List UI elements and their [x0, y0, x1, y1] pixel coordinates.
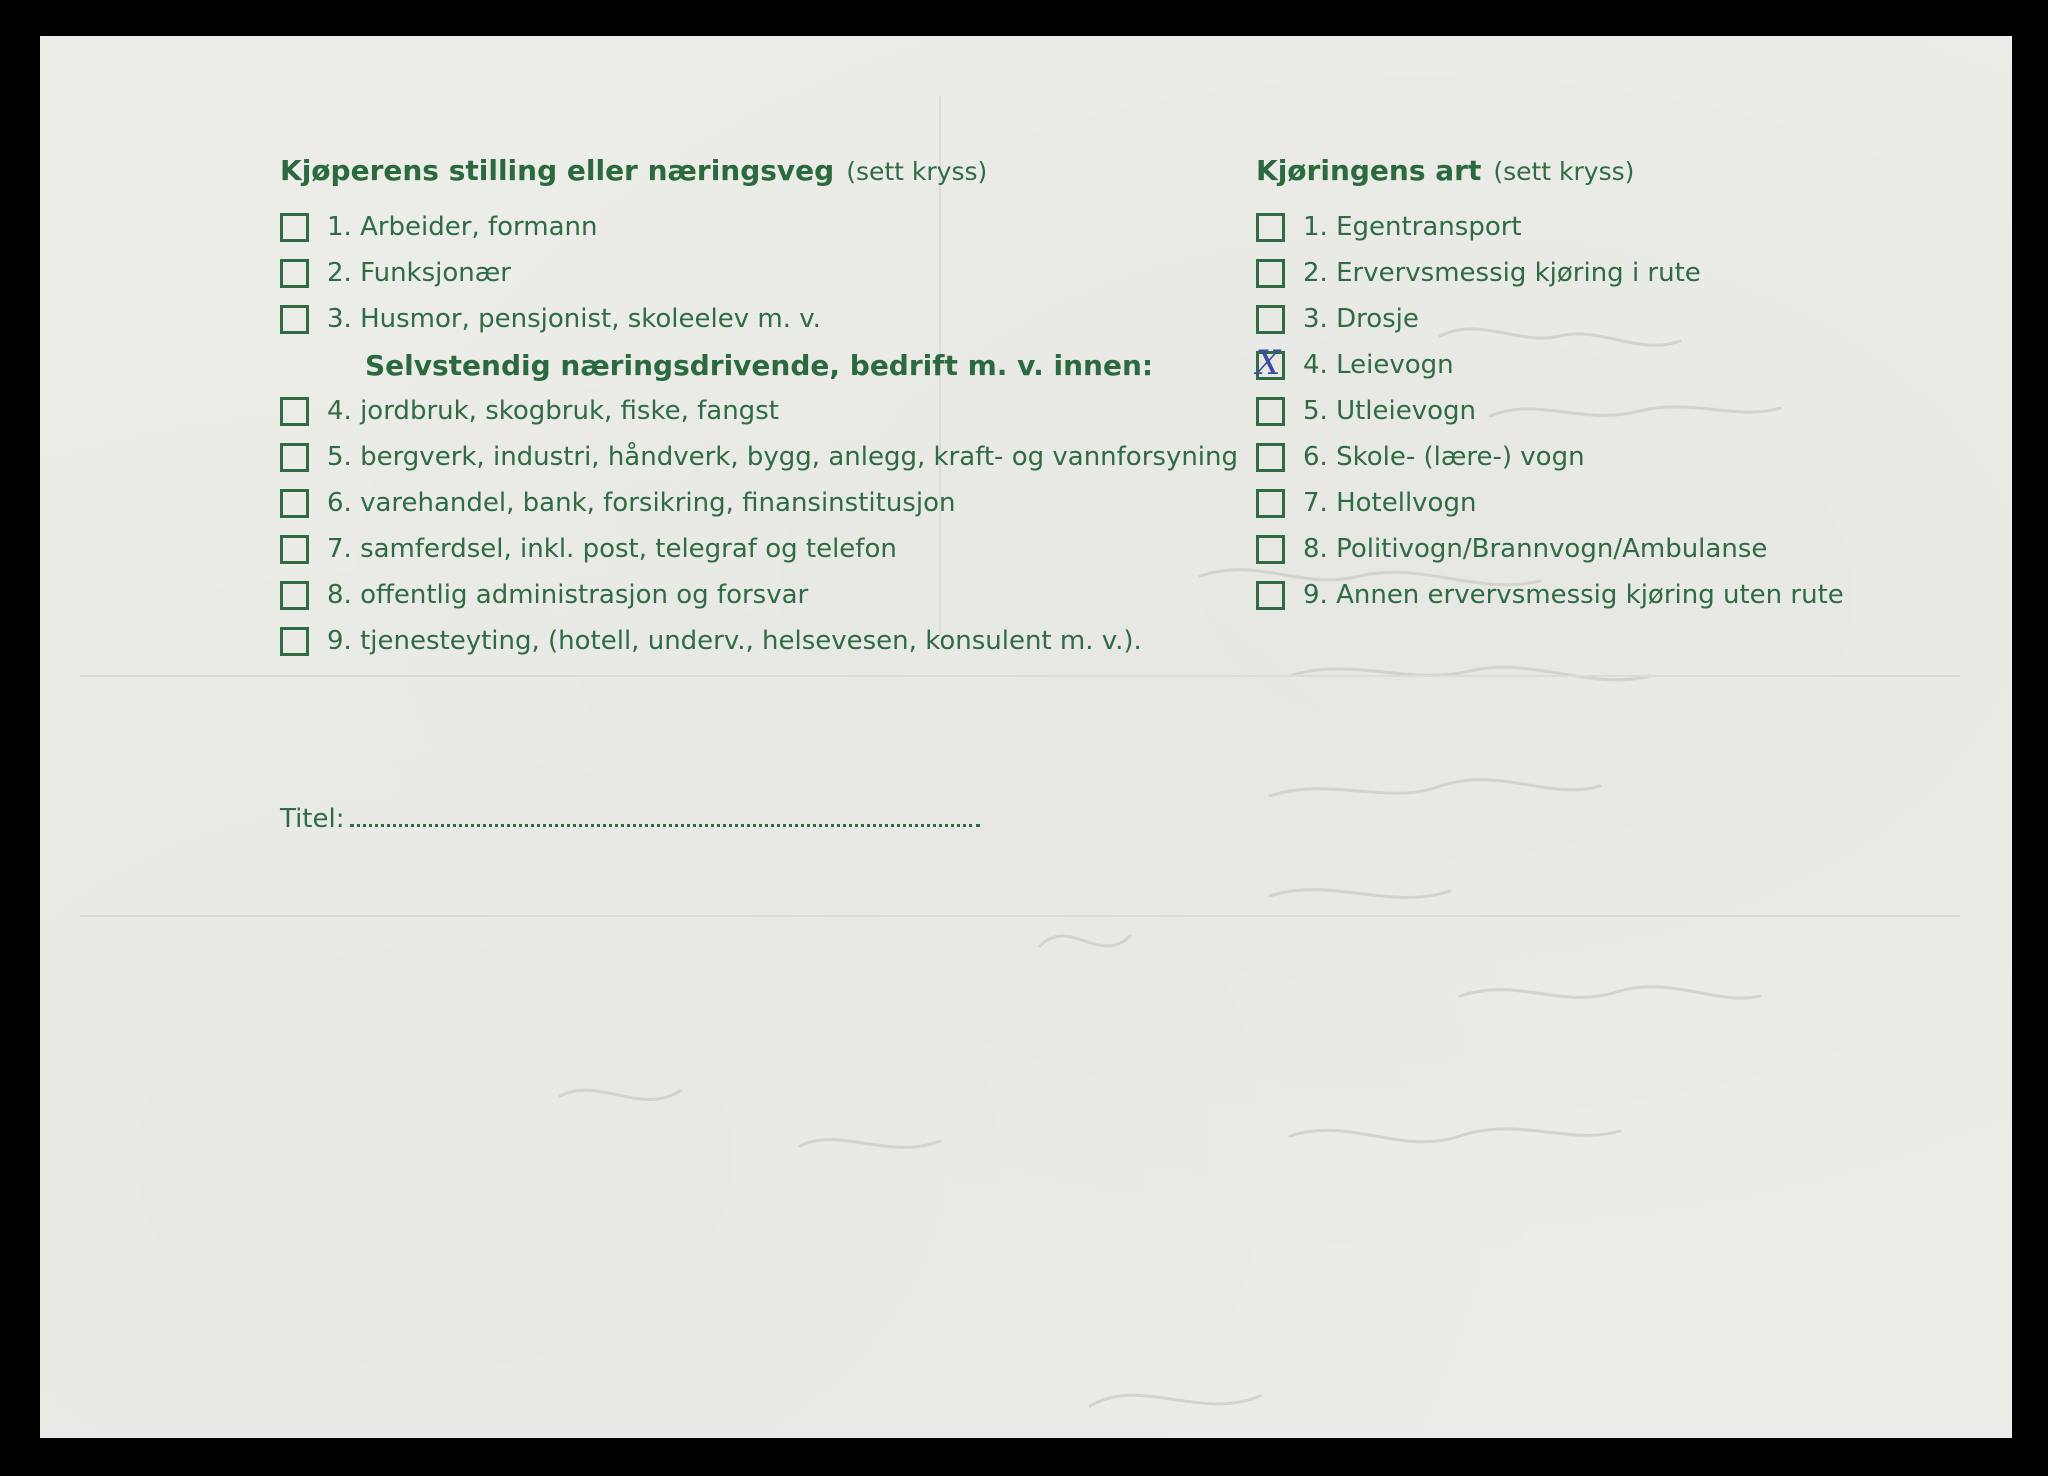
- driving-option-5[interactable]: [1256, 388, 1976, 434]
- option-label: 3. Husmor, pensjonist, skoleelev m. v.: [327, 304, 821, 334]
- checkbox[interactable]: [1256, 213, 1285, 242]
- checkbox[interactable]: [1256, 581, 1285, 610]
- option-label: 7. samferdsel, inkl. post, telegraf og telefon: [327, 534, 897, 564]
- driving-option-7[interactable]: [1256, 480, 1976, 526]
- industry-option-8[interactable]: [280, 572, 1280, 618]
- checkbox[interactable]: [1256, 443, 1285, 472]
- industry-option-4[interactable]: [280, 388, 1280, 434]
- driving-option-9[interactable]: [1256, 572, 1976, 618]
- checkbox[interactable]: [1256, 489, 1285, 518]
- industry-option-9[interactable]: [280, 618, 1280, 664]
- heading-note: (sett kryss): [1493, 157, 1635, 186]
- checkbox[interactable]: [1256, 535, 1285, 564]
- checkbox[interactable]: [280, 489, 309, 518]
- driving-option-2[interactable]: [1256, 250, 1976, 296]
- option-label: 2. Funksjonær: [327, 258, 511, 288]
- option-label: 2. Ervervsmessig kjøring i rute: [1303, 258, 1701, 288]
- occupation-option-2[interactable]: [280, 250, 1280, 296]
- buyer-occupation-section: [280, 154, 1280, 664]
- checkbox[interactable]: [1256, 305, 1285, 334]
- checkbox[interactable]: [280, 627, 309, 656]
- industry-option-5[interactable]: [280, 434, 1280, 480]
- industry-option-6[interactable]: [280, 480, 1280, 526]
- checkbox[interactable]: [280, 305, 309, 334]
- checkbox-checked[interactable]: [1256, 342, 1285, 383]
- driving-option-3[interactable]: [1256, 296, 1976, 342]
- heading-note: (sett kryss): [846, 157, 988, 186]
- title-field[interactable]: [280, 802, 980, 834]
- checkbox[interactable]: [1256, 397, 1285, 426]
- checkbox[interactable]: [280, 535, 309, 564]
- option-label: 8. offentlig administrasjon og forsvar: [327, 580, 809, 610]
- option-label: 7. Hotellvogn: [1303, 488, 1477, 518]
- option-label: 3. Drosje: [1303, 304, 1419, 334]
- option-label: 5. Utleievogn: [1303, 396, 1477, 426]
- heading-text: Kjøringens art: [1256, 154, 1482, 187]
- checkbox[interactable]: [280, 581, 309, 610]
- occupation-option-1[interactable]: [280, 204, 1280, 250]
- option-label: 5. bergverk, industri, håndverk, bygg, anlegg, kraft- og vannforsyning: [327, 442, 1239, 472]
- option-label: 1. Arbeider, formann: [327, 212, 598, 242]
- checkbox[interactable]: [280, 259, 309, 288]
- option-label: 6. Skole- (lære-) vogn: [1303, 442, 1585, 472]
- occupation-option-3[interactable]: [280, 296, 1280, 342]
- option-label: 8. Politivogn/Brannvogn/Ambulanse: [1303, 534, 1768, 564]
- checkbox[interactable]: [280, 443, 309, 472]
- self-employed-subheading: Selvstendig næringsdrivende, bedrift m. v. innen:: [365, 348, 1154, 382]
- driving-option-6[interactable]: [1256, 434, 1976, 480]
- heading-text: Kjøperens stilling eller næringsveg: [280, 154, 835, 187]
- driving-type-heading: [1256, 154, 1976, 204]
- option-label: 1. Egentransport: [1303, 212, 1522, 242]
- form-sheet: [40, 36, 2012, 1438]
- option-label: 9. Annen ervervsmessig kjøring uten rute: [1303, 580, 1844, 610]
- driving-option-4[interactable]: [1256, 342, 1976, 388]
- checkbox[interactable]: [280, 213, 309, 242]
- title-label: Titel:: [280, 804, 345, 834]
- title-dotted-line[interactable]: [350, 802, 980, 827]
- option-label: 4. Leievogn: [1303, 350, 1454, 380]
- checkbox[interactable]: [1256, 259, 1285, 288]
- option-label: 9. tjenesteyting, (hotell, underv., helsevesen, konsulent m. v.).: [327, 626, 1142, 656]
- driving-option-8[interactable]: [1256, 526, 1976, 572]
- buyer-occupation-heading: [280, 154, 1280, 204]
- handwritten-x-mark: X: [1256, 342, 1281, 383]
- driving-type-section: [1256, 154, 1976, 618]
- checkbox[interactable]: [280, 397, 309, 426]
- industry-option-7[interactable]: [280, 526, 1280, 572]
- option-label: 6. varehandel, bank, forsikring, finansinstitusjon: [327, 488, 956, 518]
- option-label: 4. jordbruk, skogbruk, fiske, fangst: [327, 396, 779, 426]
- driving-option-1[interactable]: [1256, 204, 1976, 250]
